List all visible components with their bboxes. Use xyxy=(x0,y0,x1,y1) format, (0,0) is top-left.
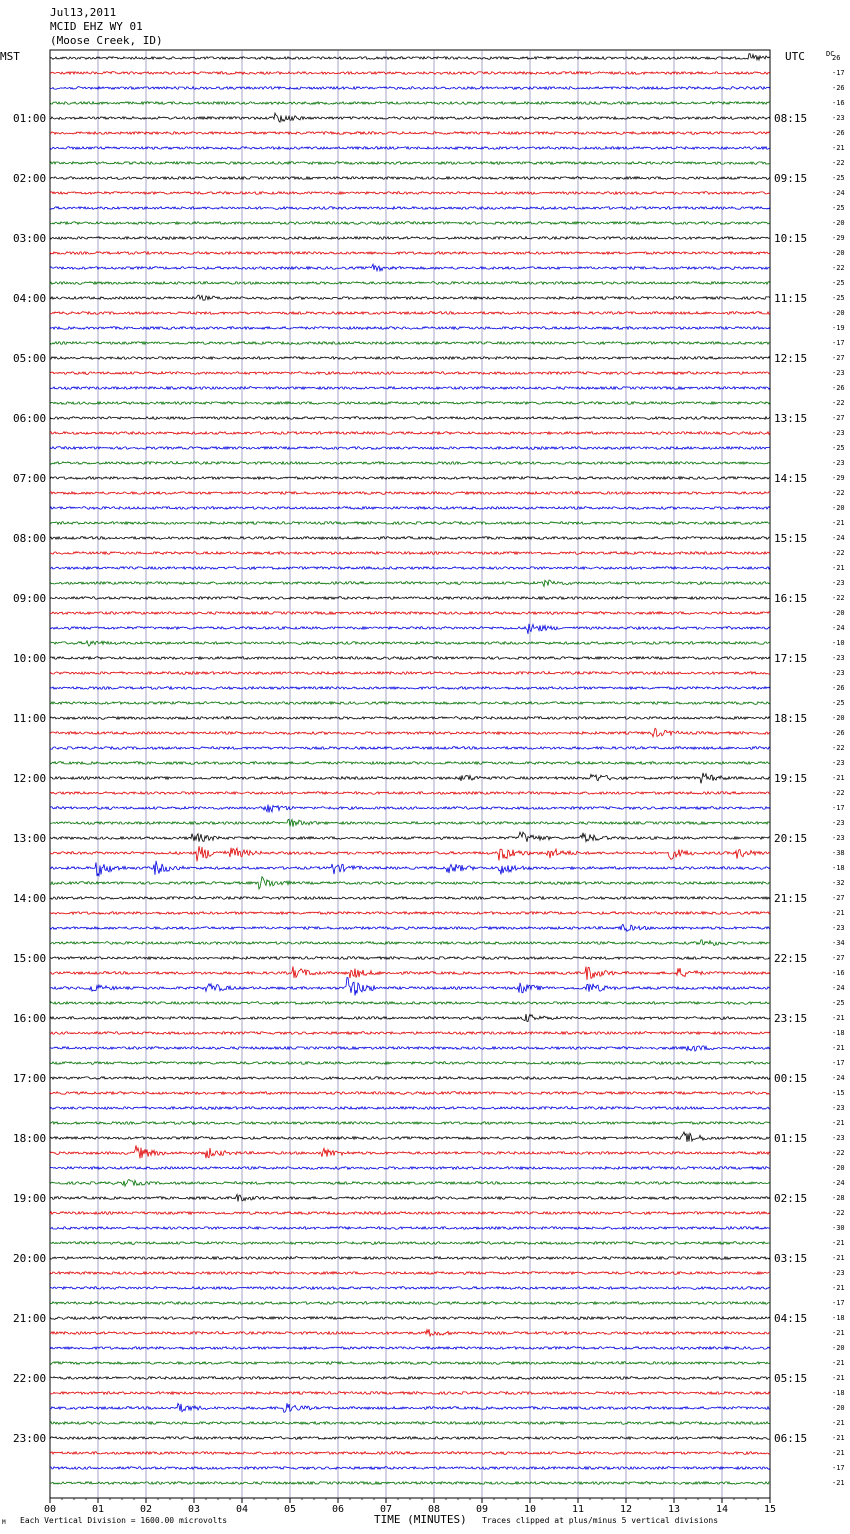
dc-offset-value: -23 xyxy=(832,834,845,842)
dc-offset-value: -23 xyxy=(832,1134,845,1142)
right-hour-label: 17:15 xyxy=(774,652,808,665)
dc-offset-value: -24 xyxy=(832,1179,845,1187)
dc-offset-value: 26 xyxy=(832,54,841,62)
dc-offset-value: -22 xyxy=(832,789,845,797)
dc-label: DC xyxy=(826,50,835,58)
dc-offset-value: -22 xyxy=(832,594,845,602)
x-axis-title: TIME (MINUTES) xyxy=(374,1513,467,1526)
right-hour-label: 19:15 xyxy=(774,772,808,785)
dc-offset-value: -18 xyxy=(832,864,845,872)
dc-offset-value: -17 xyxy=(832,69,845,77)
dc-offset-value: -21 xyxy=(832,144,845,152)
dc-offset-value: -24 xyxy=(832,189,845,197)
dc-offset-value: -23 xyxy=(832,1269,845,1277)
dc-offset-value: -17 xyxy=(832,1464,845,1472)
dc-offset-value: -17 xyxy=(832,1299,845,1307)
dc-offset-value: -18 xyxy=(832,1314,845,1322)
x-tick-label: 09 xyxy=(475,1504,489,1515)
x-tick-label: 07 xyxy=(379,1504,393,1515)
dc-offset-value: -27 xyxy=(832,954,845,962)
dc-offset-value: -24 xyxy=(832,1074,845,1082)
dc-offset-value: -23 xyxy=(832,429,845,437)
x-tick-label: 02 xyxy=(139,1504,153,1515)
dc-offset-value: -20 xyxy=(832,714,845,722)
right-hour-label: 22:15 xyxy=(774,952,808,965)
right-hour-label: 03:15 xyxy=(774,1252,808,1265)
header-location: (Moose Creek, ID) xyxy=(50,34,163,47)
dc-offset-value: -17 xyxy=(832,804,845,812)
left-hour-label: 04:00 xyxy=(13,292,47,305)
dc-offset-value: -21 xyxy=(832,1284,845,1292)
left-hour-label: 08:00 xyxy=(13,532,47,545)
x-tick-label: 08 xyxy=(427,1504,441,1515)
left-hour-label: 20:00 xyxy=(13,1252,47,1265)
left-hour-label: 17:00 xyxy=(13,1072,47,1085)
dc-offset-value: -22 xyxy=(832,159,845,167)
x-tick-label: 01 xyxy=(91,1504,105,1515)
dc-offset-value: -19 xyxy=(832,324,845,332)
dc-offset-value: -23 xyxy=(832,369,845,377)
right-hour-label: 12:15 xyxy=(774,352,808,365)
dc-offset-value: -23 xyxy=(832,654,845,662)
dc-offset-value: -29 xyxy=(832,234,845,242)
dc-offset-value: -20 xyxy=(832,219,845,227)
dc-offset-value: -26 xyxy=(832,129,845,137)
dc-offset-value: -20 xyxy=(832,249,845,257)
right-hour-label: 08:15 xyxy=(774,112,808,125)
dc-offset-value: -23 xyxy=(832,669,845,677)
dc-offset-value: -21 xyxy=(832,1329,845,1337)
dc-offset-value: -22 xyxy=(832,1149,845,1157)
x-tick-label: 00 xyxy=(43,1504,57,1515)
left-hour-label: 11:00 xyxy=(13,712,47,725)
dc-offset-value: -21 xyxy=(832,1479,845,1487)
dc-offset-value: -29 xyxy=(832,474,845,482)
left-hour-label: 14:00 xyxy=(13,892,47,905)
left-hour-label: 12:00 xyxy=(13,772,47,785)
dc-offset-value: -15 xyxy=(832,1089,845,1097)
dc-offset-value: -24 xyxy=(832,624,845,632)
x-tick-label: 04 xyxy=(235,1504,249,1515)
x-tick-label: 11 xyxy=(571,1504,585,1515)
dc-offset-value: -26 xyxy=(832,729,845,737)
right-hour-label: 23:15 xyxy=(774,1012,808,1025)
dc-offset-value: -21 xyxy=(832,1419,845,1427)
right-hour-label: 10:15 xyxy=(774,232,808,245)
left-hour-label: 10:00 xyxy=(13,652,47,665)
dc-offset-value: -23 xyxy=(832,1104,845,1112)
x-tick-label: 03 xyxy=(187,1504,201,1515)
dc-offset-value: -34 xyxy=(832,939,845,947)
x-tick-label: 13 xyxy=(667,1504,681,1515)
dc-offset-value: -23 xyxy=(832,759,845,767)
dc-offset-value: -18 xyxy=(832,1029,845,1037)
right-hour-label: 15:15 xyxy=(774,532,808,545)
dc-offset-value: -27 xyxy=(832,894,845,902)
x-tick-label: 14 xyxy=(715,1504,729,1515)
dc-offset-value: -21 xyxy=(832,1119,845,1127)
left-hour-label: 01:00 xyxy=(13,112,47,125)
dc-offset-value: -20 xyxy=(832,1164,845,1172)
x-tick-label: 06 xyxy=(331,1504,345,1515)
left-hour-label: 21:00 xyxy=(13,1312,47,1325)
dc-offset-value: -21 xyxy=(832,1449,845,1457)
right-hour-label: 06:15 xyxy=(774,1432,808,1445)
dc-offset-value: -21 xyxy=(832,1239,845,1247)
left-hour-label: 02:00 xyxy=(13,172,47,185)
dc-offset-value: -21 xyxy=(832,909,845,917)
dc-offset-value: -38 xyxy=(832,849,845,857)
footer-corner-mark: M xyxy=(2,1519,6,1526)
left-hour-label: 23:00 xyxy=(13,1432,47,1445)
dc-offset-value: -23 xyxy=(832,819,845,827)
dc-offset-value: -17 xyxy=(832,1059,845,1067)
dc-offset-value: -17 xyxy=(832,339,845,347)
dc-offset-value: -21 xyxy=(832,1374,845,1382)
dc-offset-value: -23 xyxy=(832,579,845,587)
x-tick-label: 05 xyxy=(283,1504,297,1515)
dc-offset-value: -25 xyxy=(832,999,845,1007)
dc-offset-value: -25 xyxy=(832,279,845,287)
dc-offset-value: -25 xyxy=(832,174,845,182)
dc-offset-value: -24 xyxy=(832,534,845,542)
dc-offset-value: -20 xyxy=(832,504,845,512)
left-hour-label: 09:00 xyxy=(13,592,47,605)
dc-offset-value: -27 xyxy=(832,354,845,362)
right-hour-label: 04:15 xyxy=(774,1312,808,1325)
right-hour-label: 21:15 xyxy=(774,892,808,905)
dc-offset-value: -21 xyxy=(832,564,845,572)
right-hour-label: 05:15 xyxy=(774,1372,808,1385)
right-hour-label: 20:15 xyxy=(774,832,808,845)
dc-offset-value: -22 xyxy=(832,399,845,407)
dc-offset-value: -22 xyxy=(832,264,845,272)
header-station: MCID EHZ WY 01 xyxy=(50,20,143,33)
dc-offset-value: -23 xyxy=(832,114,845,122)
dc-offset-value: -21 xyxy=(832,519,845,527)
dc-offset-value: -27 xyxy=(832,414,845,422)
dc-offset-value: -24 xyxy=(832,984,845,992)
x-tick-label: 10 xyxy=(523,1504,537,1515)
footer-division-note: Each Vertical Division = 1600.00 microvolts xyxy=(20,1516,228,1525)
right-hour-label: 09:15 xyxy=(774,172,808,185)
left-hour-label: 03:00 xyxy=(13,232,47,245)
left-hour-label: 19:00 xyxy=(13,1192,47,1205)
left-hour-label: 22:00 xyxy=(13,1372,47,1385)
left-hour-label: 05:00 xyxy=(13,352,47,365)
dc-offset-value: -18 xyxy=(832,1389,845,1397)
dc-offset-value: -16 xyxy=(832,99,845,107)
right-zone-label: UTC xyxy=(785,50,805,63)
footer-clip-note: Traces clipped at plus/minus 5 vertical divisions xyxy=(482,1516,719,1525)
dc-offset-value: -25 xyxy=(832,294,845,302)
dc-offset-value: -22 xyxy=(832,1209,845,1217)
dc-offset-value: -20 xyxy=(832,1344,845,1352)
right-hour-label: 02:15 xyxy=(774,1192,808,1205)
left-hour-label: 16:00 xyxy=(13,1012,47,1025)
x-tick-label: 15 xyxy=(763,1504,777,1515)
dc-offset-value: -16 xyxy=(832,969,845,977)
x-tick-label: 12 xyxy=(619,1504,633,1515)
dc-offset-value: -21 xyxy=(832,1254,845,1262)
left-hour-label: 15:00 xyxy=(13,952,47,965)
left-hour-label: 06:00 xyxy=(13,412,47,425)
header-date: Jul13,2011 xyxy=(50,6,117,19)
dc-offset-value: -21 xyxy=(832,1014,845,1022)
dc-offset-value: -22 xyxy=(832,744,845,752)
dc-offset-value: -28 xyxy=(832,1194,845,1202)
dc-offset-value: -20 xyxy=(832,1404,845,1412)
dc-offset-value: -20 xyxy=(832,609,845,617)
dc-offset-value: -25 xyxy=(832,444,845,452)
left-zone-label: MST xyxy=(0,50,20,63)
dc-offset-value: -30 xyxy=(832,1224,845,1232)
dc-offset-value: -25 xyxy=(832,204,845,212)
dc-offset-value: -22 xyxy=(832,549,845,557)
dc-offset-value: -21 xyxy=(832,1359,845,1367)
right-hour-label: 11:15 xyxy=(774,292,808,305)
left-hour-label: 13:00 xyxy=(13,832,47,845)
dc-offset-value: -23 xyxy=(832,459,845,467)
dc-offset-value: -21 xyxy=(832,1434,845,1442)
dc-offset-value: -23 xyxy=(832,924,845,932)
dc-offset-value: -25 xyxy=(832,699,845,707)
right-hour-label: 01:15 xyxy=(774,1132,808,1145)
right-hour-label: 18:15 xyxy=(774,712,808,725)
right-hour-label: 14:15 xyxy=(774,472,808,485)
dc-offset-value: -21 xyxy=(832,774,845,782)
dc-offset-value: -22 xyxy=(832,489,845,497)
right-hour-label: 13:15 xyxy=(774,412,808,425)
right-hour-label: 00:15 xyxy=(774,1072,808,1085)
dc-offset-value: -20 xyxy=(832,309,845,317)
dc-offset-value: -10 xyxy=(832,639,845,647)
dc-offset-value: -21 xyxy=(832,1044,845,1052)
dc-offset-value: -32 xyxy=(832,879,845,887)
dc-offset-value: -26 xyxy=(832,384,845,392)
dc-offset-value: -26 xyxy=(832,684,845,692)
left-hour-label: 07:00 xyxy=(13,472,47,485)
left-hour-label: 18:00 xyxy=(13,1132,47,1145)
right-hour-label: 16:15 xyxy=(774,592,808,605)
dc-offset-value: -26 xyxy=(832,84,845,92)
